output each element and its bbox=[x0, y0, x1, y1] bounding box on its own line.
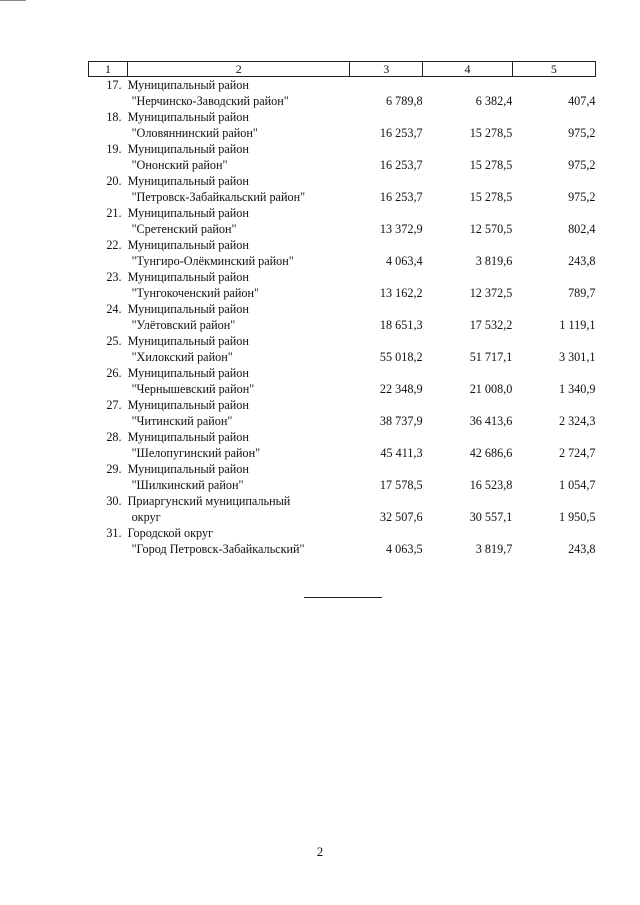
municipality-name bbox=[128, 333, 350, 365]
table-row bbox=[89, 301, 596, 333]
municipality-name-line1: Муниципальный район bbox=[127, 206, 249, 220]
row-number: 28. bbox=[106, 430, 122, 444]
end-rule bbox=[304, 597, 382, 598]
value-col-4: 51 717,1 bbox=[469, 350, 513, 364]
value-col-3: 45 411,3 bbox=[380, 446, 423, 460]
value-col-3: 38 737,9 bbox=[379, 414, 423, 428]
municipality-name-line1: Приаргунский муниципальный bbox=[127, 494, 291, 508]
row-number: 29. bbox=[106, 462, 122, 476]
value-col-5: 3 301,1 bbox=[558, 350, 596, 364]
row-number: 26. bbox=[106, 366, 122, 380]
value-col-5: 975,2 bbox=[568, 190, 596, 204]
value-col-3: 4 063,4 bbox=[386, 254, 423, 268]
municipality-name-line1: Муниципальный район bbox=[127, 78, 249, 92]
row-number: 18. bbox=[106, 110, 122, 124]
municipality-name bbox=[128, 461, 350, 493]
table-row bbox=[89, 429, 596, 461]
row-number: 30. bbox=[106, 494, 122, 508]
municipality-name bbox=[128, 141, 350, 173]
municipality-name-line2: "Тунгокоченский район" bbox=[131, 286, 259, 300]
value-col-3: 16 253,7 bbox=[379, 190, 423, 204]
value-col-3: 22 348,9 bbox=[379, 382, 423, 396]
municipality-name-line1: Муниципальный район bbox=[127, 302, 249, 316]
municipality-name-line1: Муниципальный район bbox=[127, 462, 249, 476]
value-col-4: 6 382,4 bbox=[475, 94, 513, 108]
value-col-5: 407,4 bbox=[568, 94, 596, 108]
budget-table bbox=[88, 61, 596, 557]
header-col-4: 4 bbox=[423, 62, 513, 77]
value-col-3: 6 789,8 bbox=[386, 94, 423, 108]
table-row bbox=[89, 269, 596, 301]
table-row bbox=[89, 237, 596, 269]
municipality-name bbox=[128, 365, 350, 397]
municipality-name-line2: "Шилкинский район" bbox=[131, 478, 244, 492]
value-col-5: 2 324,3 bbox=[558, 414, 596, 428]
value-col-4: 15 278,5 bbox=[469, 190, 513, 204]
value-col-5: 1 119,1 bbox=[559, 318, 596, 332]
row-number: 24. bbox=[106, 302, 122, 316]
value-col-5: 1 054,7 bbox=[558, 478, 596, 492]
value-col-5: 802,4 bbox=[568, 222, 596, 236]
municipality-name-line2: "Хилокский район" bbox=[131, 350, 233, 364]
value-col-3: 13 162,2 bbox=[379, 286, 423, 300]
header-col-2: 2 bbox=[128, 62, 350, 77]
row-number: 21. bbox=[106, 206, 122, 220]
municipality-name-line2: "Чернышевский район" bbox=[131, 382, 255, 396]
value-col-4: 30 557,1 bbox=[469, 510, 513, 524]
row-number: 27. bbox=[106, 398, 122, 412]
municipality-name-line2: "Нерчинско-Заводский район" bbox=[131, 94, 289, 108]
municipality-name-line2: "Сретенский район" bbox=[131, 222, 237, 236]
municipality-name-line2: "Оловяннинский район" bbox=[131, 126, 258, 140]
table-row bbox=[89, 461, 596, 493]
value-col-3: 18 651,3 bbox=[379, 318, 423, 332]
value-col-4: 36 413,6 bbox=[469, 414, 513, 428]
municipality-name-line1: Муниципальный район bbox=[127, 366, 249, 380]
table-row bbox=[89, 365, 596, 397]
row-number: 19. bbox=[106, 142, 122, 156]
table-header-row bbox=[89, 62, 596, 77]
value-col-4: 15 278,5 bbox=[469, 126, 513, 140]
value-col-4: 42 686,6 bbox=[469, 446, 513, 460]
row-number: 22. bbox=[106, 238, 122, 252]
municipality-name-line2: "Ононский район" bbox=[131, 158, 228, 172]
scan-edge-mark bbox=[0, 0, 26, 1]
value-col-3: 32 507,6 bbox=[379, 510, 423, 524]
value-col-5: 789,7 bbox=[568, 286, 596, 300]
page-number: 2 bbox=[316, 844, 324, 859]
value-col-4: 12 570,5 bbox=[469, 222, 513, 236]
value-col-3: 13 372,9 bbox=[379, 222, 423, 236]
value-col-5: 1 950,5 bbox=[558, 510, 596, 524]
value-col-5: 243,8 bbox=[568, 254, 596, 268]
municipality-name bbox=[128, 397, 350, 429]
row-number: 20. bbox=[106, 174, 122, 188]
municipality-name bbox=[128, 525, 350, 557]
table-row bbox=[89, 109, 596, 141]
table-row bbox=[89, 397, 596, 429]
header-col-3: 3 bbox=[350, 62, 423, 77]
municipality-name-line1: Муниципальный район bbox=[127, 270, 249, 284]
value-col-5: 2 724,7 bbox=[558, 446, 596, 460]
municipality-name bbox=[128, 493, 350, 525]
municipality-name bbox=[128, 173, 350, 205]
municipality-name-line1: Муниципальный район bbox=[127, 238, 249, 252]
value-col-4: 12 372,5 bbox=[469, 286, 513, 300]
municipality-name-line2: "Тунгиро-Олёкминский район" bbox=[131, 254, 294, 268]
municipality-name-line1: Муниципальный район bbox=[127, 398, 249, 412]
municipality-name-line1: Городской округ bbox=[127, 526, 214, 540]
municipality-name-line1: Муниципальный район bbox=[127, 334, 249, 348]
value-col-3: 17 578,5 bbox=[379, 478, 423, 492]
municipality-name-line1: Муниципальный район bbox=[127, 174, 249, 188]
municipality-name bbox=[128, 301, 350, 333]
municipality-name-line2: "Улётовский район" bbox=[131, 318, 236, 332]
value-col-4: 3 819,7 bbox=[475, 542, 513, 556]
municipality-name-line2: "Петровск-Забайкальский район" bbox=[131, 190, 306, 204]
municipality-name-line1: Муниципальный район bbox=[127, 430, 249, 444]
value-col-3: 16 253,7 bbox=[379, 126, 423, 140]
municipality-name bbox=[128, 237, 350, 269]
municipality-name bbox=[128, 77, 350, 110]
value-col-3: 55 018,2 bbox=[379, 350, 423, 364]
table-row bbox=[89, 333, 596, 365]
table-row bbox=[89, 173, 596, 205]
municipality-name bbox=[128, 109, 350, 141]
value-col-5: 975,2 bbox=[568, 158, 596, 172]
table-row bbox=[89, 493, 596, 525]
table-row bbox=[89, 525, 596, 557]
value-col-3: 16 253,7 bbox=[379, 158, 423, 172]
header-col-1: 1 bbox=[89, 62, 128, 77]
row-number: 23. bbox=[106, 270, 122, 284]
municipality-name-line2: "Шелопугинский район" bbox=[131, 446, 261, 460]
table-row bbox=[89, 141, 596, 173]
value-col-5: 975,2 bbox=[568, 126, 596, 140]
row-number: 31. bbox=[106, 526, 122, 540]
value-col-4: 17 532,2 bbox=[469, 318, 513, 332]
table-row bbox=[89, 205, 596, 237]
value-col-4: 15 278,5 bbox=[469, 158, 513, 172]
municipality-name-line1: Муниципальный район bbox=[127, 142, 249, 156]
value-col-3: 4 063,5 bbox=[386, 542, 423, 556]
value-col-5: 1 340,9 bbox=[558, 382, 596, 396]
municipality-name-line2: "Читинский район" bbox=[131, 414, 233, 428]
table-body bbox=[89, 77, 596, 558]
table-row bbox=[89, 77, 596, 110]
header-col-5: 5 bbox=[512, 62, 595, 77]
row-number: 17. bbox=[106, 78, 122, 92]
municipality-name bbox=[128, 429, 350, 461]
row-number: 25. bbox=[106, 334, 122, 348]
municipality-name-line1: Муниципальный район bbox=[127, 110, 249, 124]
municipality-name bbox=[128, 205, 350, 237]
value-col-4: 16 523,8 bbox=[469, 478, 513, 492]
value-col-5: 243,8 bbox=[568, 542, 596, 556]
value-col-4: 21 008,0 bbox=[469, 382, 513, 396]
municipality-name bbox=[128, 269, 350, 301]
municipality-name-line2: "Город Петровск-Забайкальский" bbox=[131, 542, 305, 556]
value-col-4: 3 819,6 bbox=[475, 254, 513, 268]
municipality-name-line2: округ bbox=[131, 510, 161, 524]
